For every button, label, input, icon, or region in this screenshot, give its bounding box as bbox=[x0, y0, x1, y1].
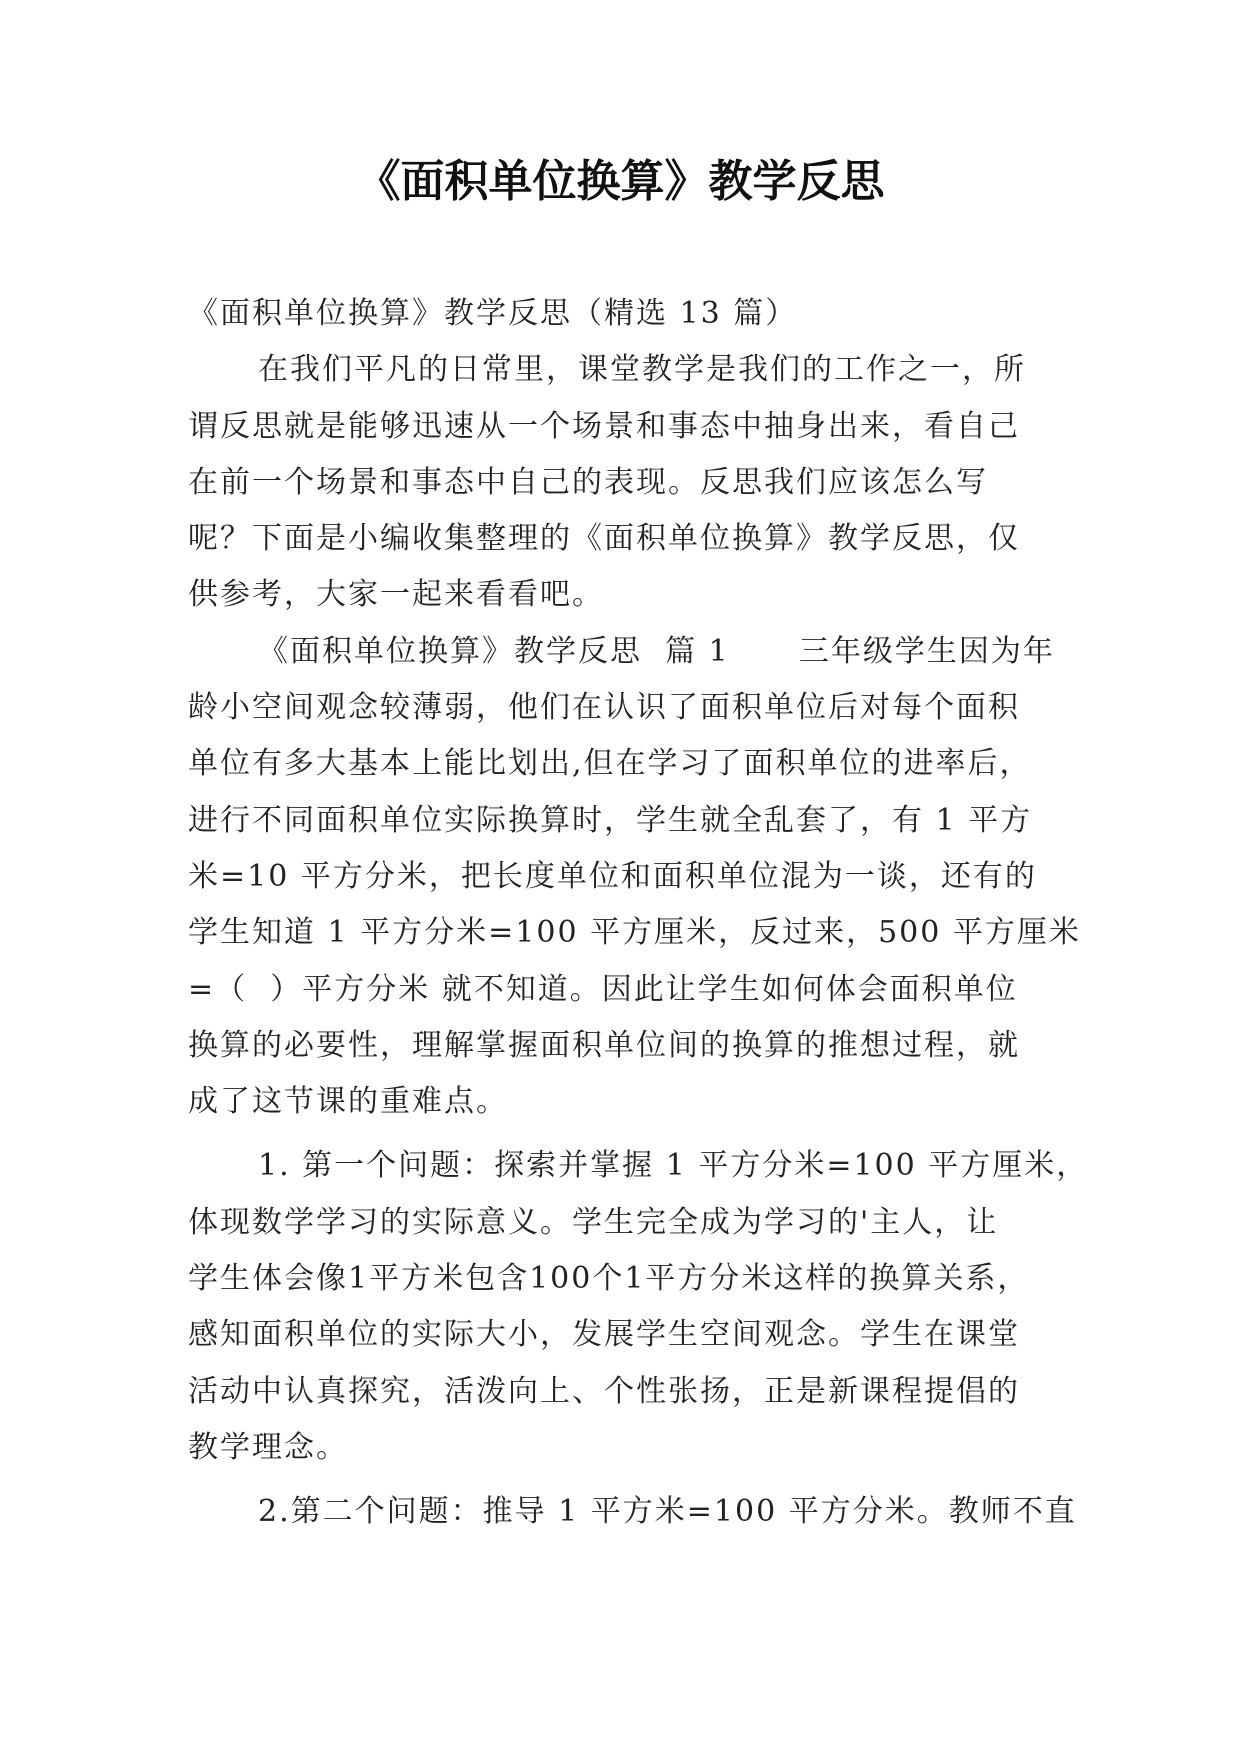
paragraph-line: =（ ）平方分米 就不知道。因此让学生如何体会面积单位 bbox=[188, 971, 1018, 1007]
paragraph-line: 进行不同面积单位实际换算时，学生就全乱套了，有 1 平方 bbox=[188, 802, 1033, 838]
paragraph-line: 活动中认真探究，活泼向上、个性张扬，正是新课程提倡的 bbox=[188, 1373, 1020, 1409]
paragraph-line: 感知面积单位的实际大小，发展学生空间观念。学生在课堂 bbox=[188, 1317, 1020, 1353]
paragraph-line: 教学理念。 bbox=[188, 1429, 348, 1465]
paragraph-line: 1. 第一个问题：探索并掌握 1 平方分米=100 平方厘米， bbox=[258, 1148, 1089, 1184]
paragraph-line: 供参考，大家一起来看看吧。 bbox=[188, 577, 604, 613]
paragraph-line: 换算的必要性，理解掌握面积单位间的换算的推想过程，就 bbox=[188, 1027, 1020, 1063]
paragraph-line: 2.第二个问题：推导 1 平方米=100 平方分米。教师不直 bbox=[258, 1494, 1077, 1530]
document-body bbox=[188, 286, 1089, 1541]
paragraph-line: 呢？下面是小编收集整理的《面积单位换算》教学反思，仅 bbox=[188, 521, 1020, 557]
subtitle-line: 《面积单位换算》教学反思（精选 13 篇） bbox=[188, 296, 798, 331]
paragraph-line: 成了这节课的重难点。 bbox=[188, 1084, 508, 1120]
paragraph-line: 学生知道 1 平方分米=100 平方厘米，反过来，500 平方厘米 bbox=[188, 915, 1081, 951]
paragraph-line: 学生体会像1平方米包含100个1平方分米这样的换算关系， bbox=[188, 1261, 1030, 1297]
document-title: 《面积单位换算》教学反思 bbox=[356, 156, 885, 207]
paragraph-line: 体现数学学习的实际意义。学生完全成为学习的'主人，让 bbox=[188, 1204, 999, 1240]
paragraph-line: 谓反思就是能够迅速从一个场景和事态中抽身出来，看自己 bbox=[188, 408, 1020, 444]
paragraph-line: 在前一个场景和事态中自己的表现。反思我们应该怎么写 bbox=[188, 464, 988, 500]
paragraph-line: 米=10 平方分米，把长度单位和面积单位混为一谈，还有的 bbox=[188, 858, 1037, 894]
paragraph-line: 《面积单位换算》教学反思 篇 1 三年级学生因为年 bbox=[258, 633, 1055, 669]
paragraph-line: 在我们平凡的日常里，课堂教学是我们的工作之一，所 bbox=[258, 352, 1026, 388]
paragraph-line: 龄小空间观念较薄弱，他们在认识了面积单位后对每个面积 bbox=[188, 690, 1020, 726]
paragraph-line: 单位有多大基本上能比划出,但在学习了面积单位的进率后， bbox=[188, 746, 1032, 782]
